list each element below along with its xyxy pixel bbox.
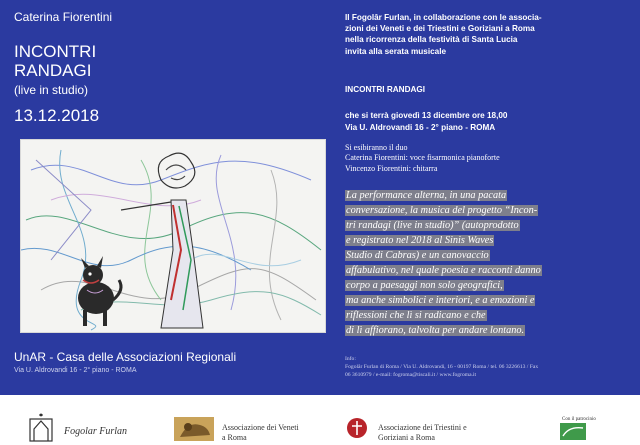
event-date: 13.12.2018 bbox=[14, 106, 100, 125]
info-line: Fogolâr Furlan di Roma / Via U. Aldrovandi, 16 - 00197 Roma / tel. 06 3226613 / Fax bbox=[345, 364, 539, 370]
when-line: che si terrà giovedì 13 dicembre ore 18,00 bbox=[345, 111, 508, 120]
veneti-label-line-1: Associazione dei Veneti bbox=[222, 423, 299, 432]
title-line-1: INCONTRI bbox=[14, 42, 97, 61]
triestini-logo-icon bbox=[346, 417, 368, 439]
description-line: Studio di Cabras) e un canovaccio bbox=[346, 250, 489, 261]
event-when bbox=[345, 110, 507, 133]
description-line: affabulativo, nel quale poesia e racconti danno bbox=[346, 265, 541, 276]
patrocinio-label: Con il patrocinio bbox=[562, 417, 596, 422]
description-line: di lì affiorano, talvolta per andare lontano. bbox=[346, 325, 525, 336]
intro-line: zioni dei Veneti e dei Triestini e Goriziani a Roma bbox=[345, 24, 535, 34]
fogolar-furlan-label: Fogolar Furlan bbox=[64, 426, 128, 437]
description-line: tri randagi (live in studio)” (autoprodotto bbox=[346, 220, 519, 231]
triestini-label bbox=[378, 423, 467, 443]
description-line: e registrato nel 2018 al Sinis Waves bbox=[346, 235, 494, 246]
artwork-drawing bbox=[20, 139, 326, 333]
title-line-2: RANDAGI bbox=[14, 61, 92, 80]
venue-name: UnAR - Casa delle Associazioni Regionali bbox=[14, 350, 237, 364]
intro-line: nella ricorrenza della festività di Santa Lucia bbox=[345, 35, 518, 45]
description-line: La performance alterna, in una pacata bbox=[346, 190, 507, 201]
author-name: Caterina Fiorentini bbox=[14, 10, 113, 24]
description-line: corpo a paesaggi non solo geografici, bbox=[346, 280, 503, 291]
contact-info bbox=[345, 355, 635, 379]
veneti-label-line-2: a Roma bbox=[222, 433, 247, 442]
venue-address: Via U. Aldrovandi 16 - 2° piano - ROMA bbox=[14, 367, 137, 374]
event-title bbox=[14, 42, 96, 80]
when-line: Via U. Aldrovandi 16 - 2° piano - ROMA bbox=[345, 122, 496, 132]
info-line: 06 3610979 / e-mail: fogroma@tiscali.it / www.fogroma.it bbox=[345, 372, 477, 378]
performers-line: Caterina Fiorentini: voce fisarmonica pianoforte bbox=[345, 153, 500, 163]
triestini-label-line-1: Associazione dei Triestini e bbox=[378, 423, 467, 432]
description-line: riflessioni che lì si radicano e che bbox=[346, 310, 486, 321]
intro-line: Il Fogolâr Furlan, in collaborazione con le associa- bbox=[345, 13, 542, 22]
veneti-label bbox=[222, 423, 299, 443]
right-column bbox=[345, 0, 630, 395]
fogolar-furlan-logo-icon bbox=[28, 411, 54, 443]
artwork-illustration bbox=[21, 140, 325, 332]
performance-description bbox=[345, 188, 595, 338]
performers-line: Si esibiranno il duo bbox=[345, 143, 408, 152]
invitation-intro bbox=[345, 12, 630, 57]
event-subtitle: (live in studio) bbox=[14, 83, 89, 97]
left-column bbox=[14, 0, 314, 395]
event-title-right: INCONTRI RANDAGI bbox=[345, 85, 426, 94]
performers bbox=[345, 143, 500, 174]
sponsor-logos bbox=[0, 395, 640, 445]
performers-line: Vincenzo Fiorentini: chitarra bbox=[345, 163, 438, 173]
info-line: Info: bbox=[345, 356, 356, 362]
description-line: ma anche simbolici e interiori, e a emozioni e bbox=[346, 295, 535, 306]
description-line: conversazione, la musica del progetto “Incon- bbox=[346, 205, 538, 216]
patrocinio-logo-icon bbox=[560, 423, 586, 440]
veneti-logo-icon bbox=[174, 417, 214, 441]
triestini-label-line-2: Goriziani a Roma bbox=[378, 433, 435, 442]
intro-line: invita alla serata musicale bbox=[345, 46, 447, 56]
